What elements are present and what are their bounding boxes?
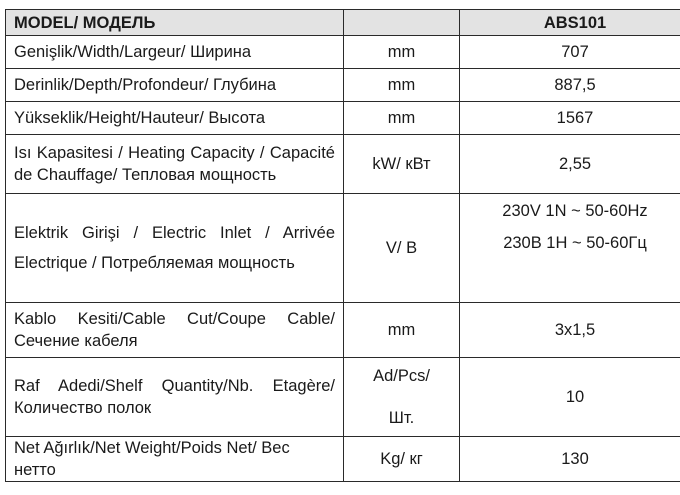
row-unit: mm bbox=[344, 303, 460, 358]
model-label: MODEL/ МОДЕЛЬ bbox=[6, 10, 344, 36]
row-label: Genişlik/Width/Largeur/ Ширина bbox=[6, 36, 344, 69]
table-row bbox=[6, 437, 680, 482]
row-label: Derinlik/Depth/Profondeur/ Глубина bbox=[6, 69, 344, 102]
row-value: 2,55 bbox=[460, 135, 680, 194]
unit-line: Шт. bbox=[388, 409, 415, 427]
row-label: Isı Kapasitesi / Heating Capacity / Capacité de Chauffage/ Тепловая мощность bbox=[6, 135, 344, 194]
row-unit: mm bbox=[344, 36, 460, 69]
row-unit: Kg/ кг bbox=[344, 437, 460, 482]
row-unit bbox=[344, 358, 460, 437]
row-label: Kablo Kesiti/Cable Cut/Coupe Cable/ Сечение кабеля bbox=[6, 303, 344, 358]
table-row bbox=[6, 194, 680, 303]
row-value bbox=[460, 194, 680, 303]
row-value: 130 bbox=[460, 437, 680, 482]
table-row bbox=[6, 358, 680, 437]
row-value: 1567 bbox=[460, 102, 680, 135]
row-label: Yükseklik/Height/Hauteur/ Высота bbox=[6, 102, 344, 135]
row-unit: mm bbox=[344, 69, 460, 102]
spec-table bbox=[5, 9, 680, 482]
table-row bbox=[6, 69, 680, 102]
header-unit bbox=[344, 10, 460, 36]
table-row bbox=[6, 303, 680, 358]
row-label: Net Ağırlık/Net Weight/Poids Net/ Вес нетто bbox=[6, 437, 344, 482]
value-line: 230В 1Н ~ 50-60Гц bbox=[503, 234, 647, 252]
row-label: Elektrik Girişi / Electric Inlet / Arrivée Electrique / Потребляемая мощность bbox=[6, 194, 344, 303]
row-value: 3x1,5 bbox=[460, 303, 680, 358]
row-unit: mm bbox=[344, 102, 460, 135]
header-row bbox=[6, 10, 680, 36]
row-value: 10 bbox=[460, 358, 680, 437]
model-value: ABS101 bbox=[460, 10, 680, 36]
row-unit: V/ В bbox=[344, 194, 460, 303]
table-row bbox=[6, 102, 680, 135]
value-line: 230V 1N ~ 50-60Hz bbox=[502, 202, 648, 220]
row-value: 707 bbox=[460, 36, 680, 69]
row-label: Raf Adedi/Shelf Quantity/Nb. Etagère/ Количество полок bbox=[6, 358, 344, 437]
row-value: 887,5 bbox=[460, 69, 680, 102]
unit-line: Ad/Pcs/ bbox=[373, 367, 430, 385]
row-unit: kW/ кВт bbox=[344, 135, 460, 194]
table-row bbox=[6, 135, 680, 194]
table-row bbox=[6, 36, 680, 69]
